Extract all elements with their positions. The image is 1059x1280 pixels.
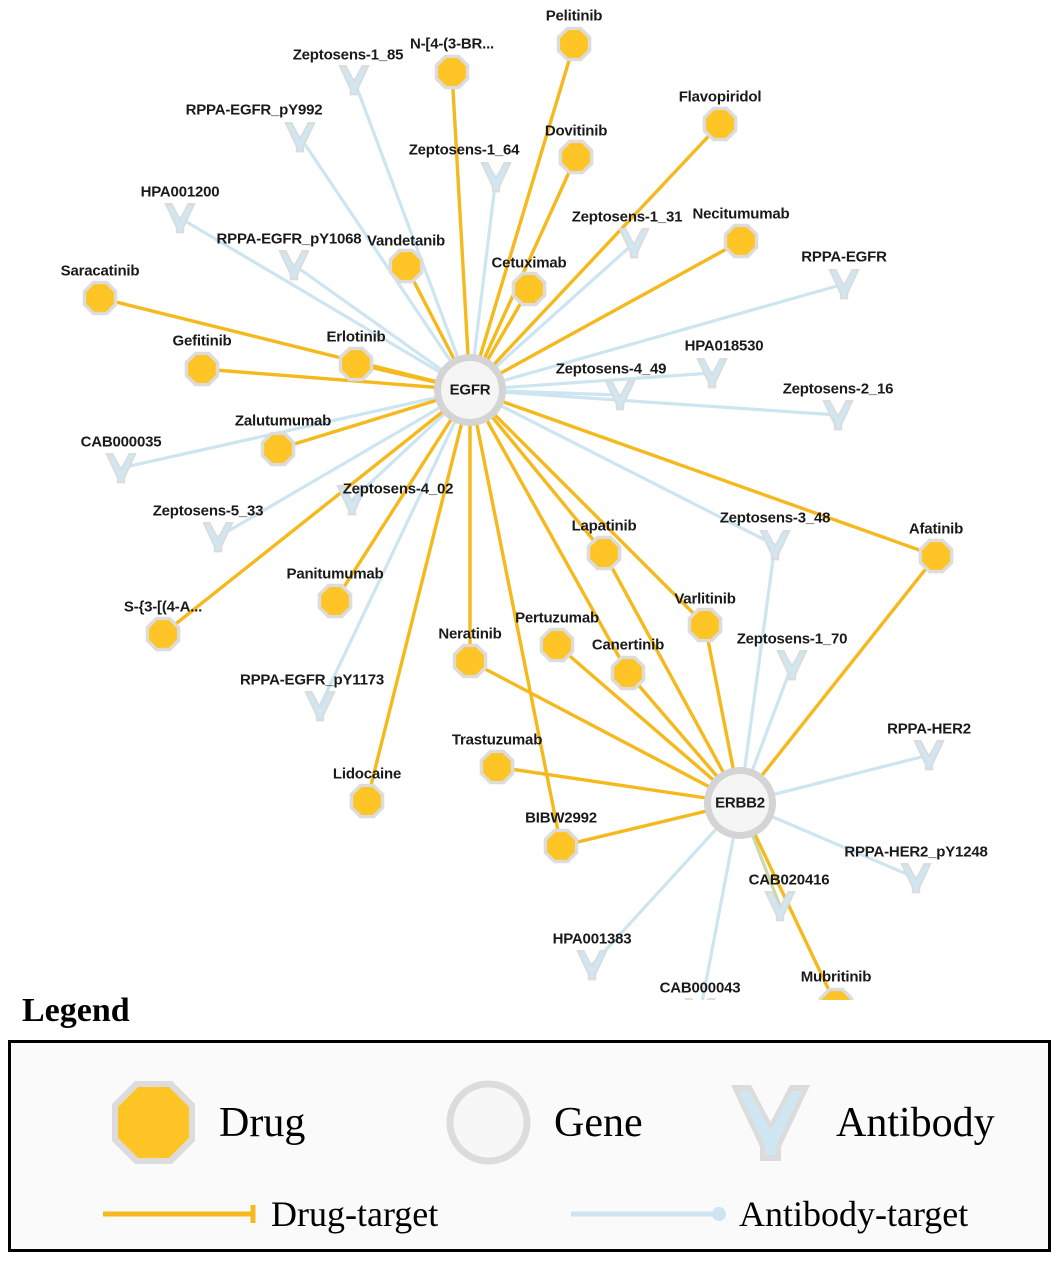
- gene-node-label: EGFR: [449, 381, 491, 399]
- drug-icon: [106, 1075, 201, 1170]
- antibody-node-label: Zeptosens-1_64: [408, 141, 520, 159]
- drug-node-label: Necitumumab: [692, 205, 790, 223]
- antibody-node-label: RPPA-EGFR_pY992: [185, 101, 323, 119]
- drug-node-label: Lidocaine: [332, 765, 402, 783]
- antibody-node-label: HPA001200: [140, 183, 220, 201]
- antibody-node-label: RPPA-EGFR_pY1173: [239, 671, 385, 689]
- antibody-node[interactable]: [105, 453, 137, 483]
- drug-node[interactable]: [587, 536, 622, 571]
- drug-node[interactable]: [453, 644, 488, 679]
- drug-node-label: Erlotinib: [326, 328, 386, 346]
- legend-antibody-target-label: Antibody-target: [739, 1194, 969, 1234]
- drug-node-label: Neratinib: [438, 625, 502, 643]
- antibody-node-label: CAB000035: [80, 433, 162, 451]
- antibody-target-edge-icon: [569, 1202, 729, 1226]
- antibody-node[interactable]: [164, 203, 196, 233]
- drug-node[interactable]: [544, 829, 579, 864]
- antibody-target-edge: [320, 390, 470, 706]
- antibody-node-label: HPA018530: [684, 337, 764, 355]
- legend: [8, 992, 1051, 1252]
- antibody-node-label: RPPA-HER2_pY1248: [844, 843, 988, 861]
- legend-antibody-entry: [723, 1075, 995, 1170]
- drug-node[interactable]: [261, 432, 296, 467]
- drug-target-edge-icon: [101, 1202, 261, 1226]
- antibody-node[interactable]: [913, 740, 945, 770]
- antibody-node[interactable]: [278, 250, 310, 280]
- antibody-node[interactable]: [576, 950, 608, 980]
- gene-icon: [441, 1075, 536, 1170]
- antibody-node[interactable]: [202, 522, 234, 552]
- antibody-node-label: RPPA-HER2: [887, 720, 971, 738]
- drug-node[interactable]: [83, 281, 118, 316]
- antibody-node-label: RPPA-EGFR_pY1068: [216, 230, 362, 248]
- drug-node[interactable]: [540, 628, 575, 663]
- drug-node-label: Mubritinib: [800, 968, 872, 986]
- drug-node[interactable]: [318, 584, 353, 619]
- drug-node-label: Pelitinib: [545, 7, 603, 25]
- drug-node-label: Varlitinib: [674, 590, 736, 608]
- drug-target-edge: [470, 44, 574, 390]
- drug-node-label: S-{3-[(4-A...: [123, 598, 203, 616]
- antibody-target-edge: [300, 137, 470, 390]
- drug-node-label: BIBW2992: [525, 809, 597, 827]
- drug-node[interactable]: [389, 249, 424, 284]
- legend-gene-entry: [441, 1075, 643, 1170]
- drug-node[interactable]: [146, 617, 181, 652]
- drug-node[interactable]: [919, 539, 954, 574]
- antibody-icon: [723, 1075, 818, 1170]
- drug-node-label: Flavopiridol: [678, 88, 762, 106]
- drug-node[interactable]: [185, 352, 220, 387]
- antibody-node[interactable]: [776, 650, 808, 680]
- legend-box: [8, 1040, 1051, 1252]
- drug-node[interactable]: [339, 347, 374, 382]
- antibody-node[interactable]: [480, 162, 512, 192]
- drug-node-label: Saracatinib: [60, 262, 140, 280]
- drug-node[interactable]: [703, 107, 738, 142]
- drug-node[interactable]: [435, 55, 470, 90]
- antibody-node-label: Zeptosens-3_48: [719, 509, 831, 527]
- legend-antibody-label: Antibody: [836, 1099, 995, 1146]
- gene-node-label: ERBB2: [715, 794, 765, 812]
- antibody-node-label: HPA001383: [552, 930, 632, 948]
- antibody-node-label: Zeptosens-5_33: [152, 502, 264, 520]
- antibody-node[interactable]: [304, 691, 336, 721]
- drug-node[interactable]: [611, 656, 646, 691]
- drug-node[interactable]: [512, 272, 547, 307]
- drug-node[interactable]: [480, 750, 515, 785]
- drug-node-label: Trastuzumab: [451, 731, 543, 749]
- drug-node[interactable]: [557, 27, 592, 62]
- antibody-node[interactable]: [828, 269, 860, 299]
- antibody-node-label: Zeptosens-1_70: [736, 630, 848, 648]
- antibody-node-label: Zeptosens-2_16: [782, 380, 894, 398]
- drug-node-label: Gefitinib: [172, 332, 232, 350]
- drug-node-label: Dovitinib: [544, 122, 608, 140]
- antibody-node-label: Zeptosens-4_49: [555, 360, 667, 378]
- antibody-node[interactable]: [338, 65, 370, 95]
- legend-antibody-target-entry: [569, 1193, 968, 1235]
- antibody-node[interactable]: [284, 122, 316, 152]
- drug-node-label: Afatinib: [908, 520, 964, 538]
- drug-node-label: Canertinib: [591, 636, 665, 654]
- drug-target-edge: [452, 72, 470, 390]
- drug-node-label: N-[4-(3-BR...: [409, 35, 495, 53]
- legend-drug-target-entry: [101, 1193, 438, 1235]
- antibody-node[interactable]: [900, 863, 932, 893]
- legend-drug-label: Drug: [219, 1099, 306, 1146]
- drug-node[interactable]: [688, 608, 723, 643]
- drug-node[interactable]: [724, 224, 759, 259]
- drug-node[interactable]: [559, 140, 594, 175]
- antibody-node[interactable]: [764, 891, 796, 921]
- drug-node-label: Lapatinib: [571, 517, 637, 535]
- antibody-node-label: Zeptosens-1_31: [571, 208, 683, 226]
- antibody-node-label: CAB000043: [659, 979, 741, 997]
- drug-node-label: Panitumumab: [286, 565, 384, 583]
- legend-drug-entry: [106, 1075, 305, 1170]
- legend-drug-target-label: Drug-target: [271, 1194, 439, 1234]
- drug-node[interactable]: [350, 784, 385, 819]
- antibody-node-label: Zeptosens-1_85: [292, 46, 404, 64]
- legend-title: Legend: [22, 992, 130, 1029]
- drug-target-edge: [470, 390, 705, 625]
- antibody-node-label: RPPA-EGFR: [801, 248, 887, 266]
- drug-node-label: Vandetanib: [366, 232, 446, 250]
- drug-node-label: Cetuximab: [491, 254, 567, 272]
- antibody-node-label: Zeptosens-4_02: [342, 480, 454, 498]
- antibody-node-label: CAB020416: [748, 871, 830, 889]
- drug-node-label: Zalutumumab: [234, 412, 332, 430]
- legend-gene-label: Gene: [554, 1099, 643, 1146]
- drug-node-label: Pertuzumab: [515, 609, 599, 627]
- antibody-node[interactable]: [759, 530, 791, 560]
